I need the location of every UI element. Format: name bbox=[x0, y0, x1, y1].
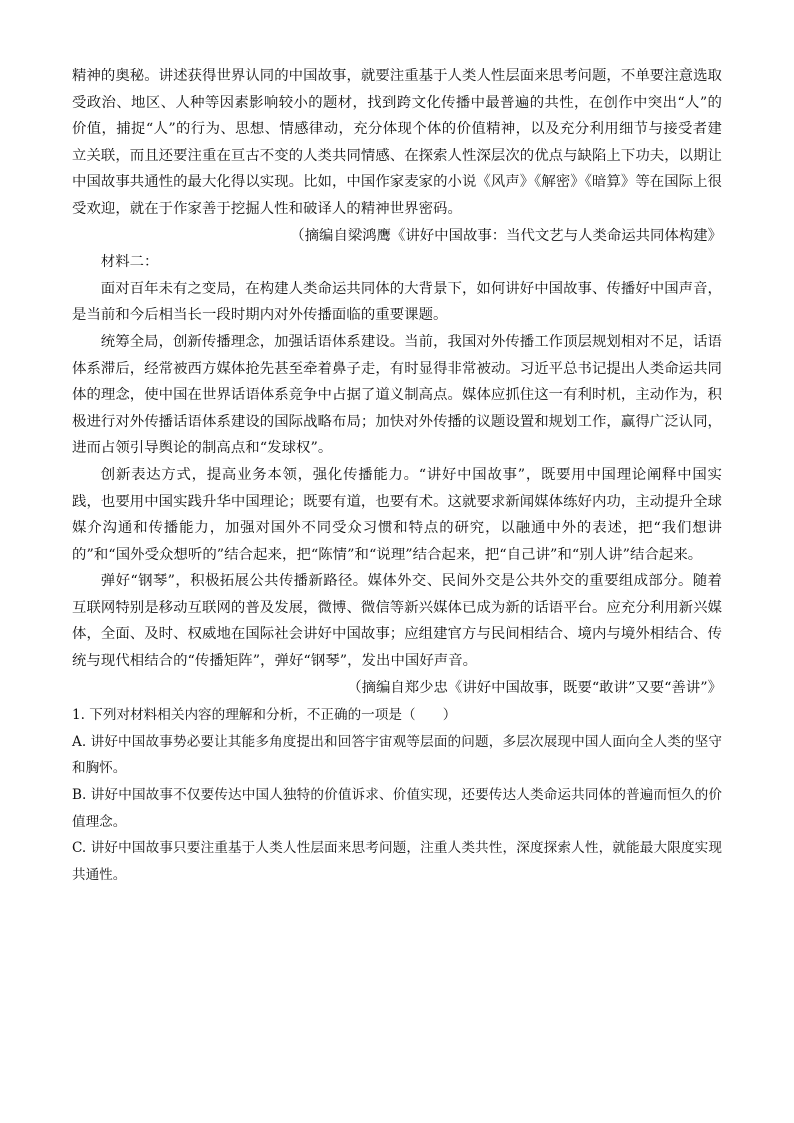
body-paragraph: 统筹全局，创新传播理念，加强话语体系建设。当前，我国对外传播工作顶层规划相对不足，话语体系滞后，经常被西方媒体抢先甚至牵着鼻子走，有时显得非常被动。习近平总书记提出人类命运共同体的理念，使中国在世界话语体系竞争中占据了道义制高点。媒体应抓住这一有利时机，主动作为，积极进行对外传播话语体系建设的国际战略布局；加快对外传播的议题设置和规划工作，赢得广泛认同，进而占领引导舆论的制高点和“发球权”。 bbox=[72, 333, 722, 457]
question-1-option-a: A. 讲好中国故事势必要让其能多角度提出和回答宇宙观等层面的问题，多层次展现中国人面向全人类的坚守和胸怀。 bbox=[72, 733, 722, 777]
document-page bbox=[72, 63, 722, 888]
material-2-label: 材料二： bbox=[100, 254, 159, 271]
body-paragraph: 创新表达方式，提高业务本领，强化传播能力。“讲好中国故事”，既要用中国理论阐释中国实践，也要用中国实践升华中国理论；既要有道，也要有术。这就要求新闻媒体练好内功，主动提升全球媒介沟通和传播能力，加强对国外不同受众习惯和特点的研究，以融通中外的表述，把“我们想讲的”和“国外受众想听的”结合起来，把“陈情”和“说理”结合起来，把“自己讲”和“别人讲”结合起来。 bbox=[72, 466, 722, 563]
body-paragraph-continuation: 精神的奥秘。讲述获得世界认同的中国故事，就要注重基于人类人性层面来思考问题，不单要注意选取受政治、地区、人种等因素影响较小的题材，找到跨文化传播中最普遍的共性，在创作中突出“人”的价值，捕捉“人”的行为、思想、情感律动，充分体现个体的价值精神，以及充分利用细节与接受者建立关联，而且还要注重在亘古不变的人类共同情感、在探索人性深层次的优点与缺陷上下功夫，以期让中国故事共通性的最大化得以实现。比如，中国作家麦家的小说《风声》《解密》《暗算》等在国际上很受欢迎，就在于作家善于挖掘人性和破译人的精神世界密码。 bbox=[72, 68, 722, 217]
body-paragraph: 弹好“钢琴”，积极拓展公共传播新路径。媒体外交、民间外交是公共外交的重要组成部分。随着互联网特别是移动互联网的普及发展，微博、微信等新兴媒体已成为新的话语平台。应充分利用新兴媒体，全面、及时、权威地在国际社会讲好中国故事；应组建官方与民间相结合、境内与境外相结合、传统与现代相结合的“传播矩阵”，弹好“钢琴”，发出中国好声音。 bbox=[72, 573, 722, 670]
question-1-stem: 1. 下列对材料相关内容的理解和分析，不正确的一项是（ ） bbox=[72, 707, 457, 724]
body-paragraph: 面对百年未有之变局，在构建人类命运共同体的大背景下，如何讲好中国故事、传播好中国声音，是当前和今后相当长一段时期内对外传播面临的重要课题。 bbox=[72, 280, 722, 324]
source-citation-2: （摘编自郑少忠《讲好中国故事，既要“敢讲”又要“善讲”》 bbox=[347, 679, 722, 696]
question-1-option-c: C. 讲好中国故事只要注重基于人类人性层面来思考问题，注重人类共性，深度探索人性，就能最大限度实现共通性。 bbox=[72, 840, 722, 883]
question-1-option-b: B. 讲好中国故事不仅要传达中国人独特的价值诉求、价值实现，还要传达人类命运共同体的普遍而恒久的价值理念。 bbox=[72, 787, 722, 830]
source-citation-1: （摘编自梁鸿鹰《讲好中国故事：当代文艺与人类命运共同体构建》 bbox=[290, 227, 722, 244]
